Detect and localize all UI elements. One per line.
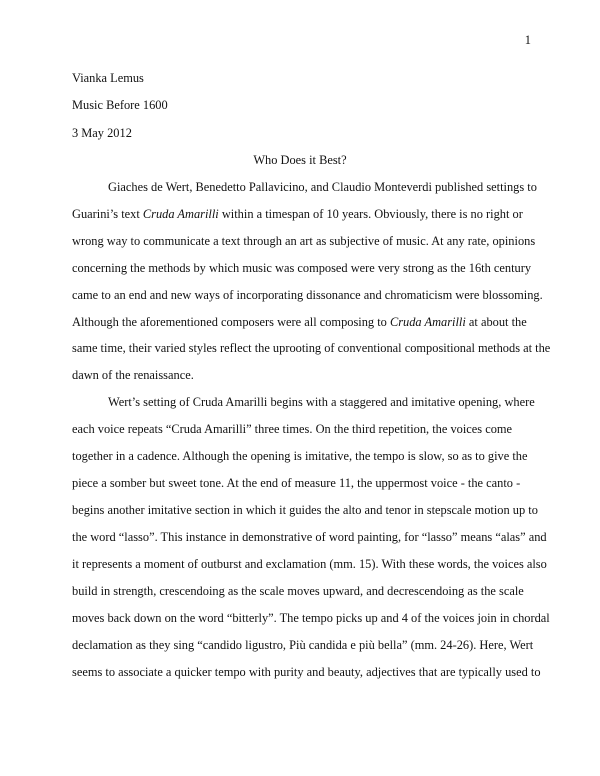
- paragraph-line: wrong way to communicate a text through an art as subjective of music. At any rate, opinions: [72, 233, 536, 248]
- work-title-italic: Cruda Amarilli: [142, 206, 219, 221]
- paragraph-line: together in a cadence. Although the opening is imitative, the tempo is slow, so as to give the: [72, 449, 528, 463]
- paragraph-line: Wert’s setting of Cruda Amarilli begins with a staggered and imitative opening, where: [108, 395, 535, 409]
- page-number: 1: [524, 33, 531, 47]
- paragraph-line: piece a somber but sweet tone. At the end of measure 11, the uppermost voice - the canto -: [72, 476, 521, 490]
- paragraph-line: moves back down on the word “bitterly”. The tempo picks up and 4 of the voices join in chordal: [72, 611, 550, 625]
- course-name: Music Before 1600: [72, 98, 168, 112]
- paragraph-line: Giaches de Wert, Benedetto Pallavicino, and Claudio Monteverdi published settings to: [108, 180, 537, 194]
- paragraph-line: came to an end and new ways of incorporating dissonance and chromaticism were blossoming.: [72, 287, 543, 302]
- document-date: 3 May 2012: [72, 126, 132, 140]
- paragraph-line: the word “lasso”. This instance in demonstrative of word painting, for “lasso” means “alas” and: [72, 530, 547, 544]
- paragraph-line: Guarini’s text Cruda Amarilli within a timespan of 10 years. Obviously, there is no right or: [72, 206, 523, 221]
- paragraph-line: build in strength, crescendoing as the scale moves upward, and decrescendoing as the scale: [72, 584, 524, 598]
- paragraph-line: dawn of the renaissance.: [72, 368, 194, 383]
- author-name: Vianka Lemus: [72, 71, 144, 85]
- paragraph-line: each voice repeats “Cruda Amarilli” three times. On the third repetition, the voices come: [72, 422, 513, 436]
- essay-title: Who Does it Best?: [253, 153, 347, 167]
- paragraph-line: declamation as they sing “candido ligustro, Più candida e più bella” (mm. 24-26). Here, Wert: [72, 638, 534, 652]
- paragraph-line: same time, their varied styles reflect the uprooting of conventional compositional methods at the: [72, 341, 551, 356]
- paragraph-line: begins another imitative section in which it guides the alto and tenor in stepscale motion up to: [72, 503, 538, 517]
- paragraph-line: concerning the methods by which music was composed were very strong as the 16th century: [72, 260, 532, 275]
- paragraph-line: Although the aforementioned composers were all composing to Cruda Amarilli at about the: [72, 314, 527, 329]
- work-title-italic: Cruda Amarilli: [389, 314, 466, 329]
- paragraph-line: it represents a moment of outburst and exclamation (mm. 15). With these words, the voices also: [72, 557, 547, 571]
- paragraph-line: seems to associate a quicker tempo with purity and beauty, adjectives that are typically used to: [72, 665, 541, 679]
